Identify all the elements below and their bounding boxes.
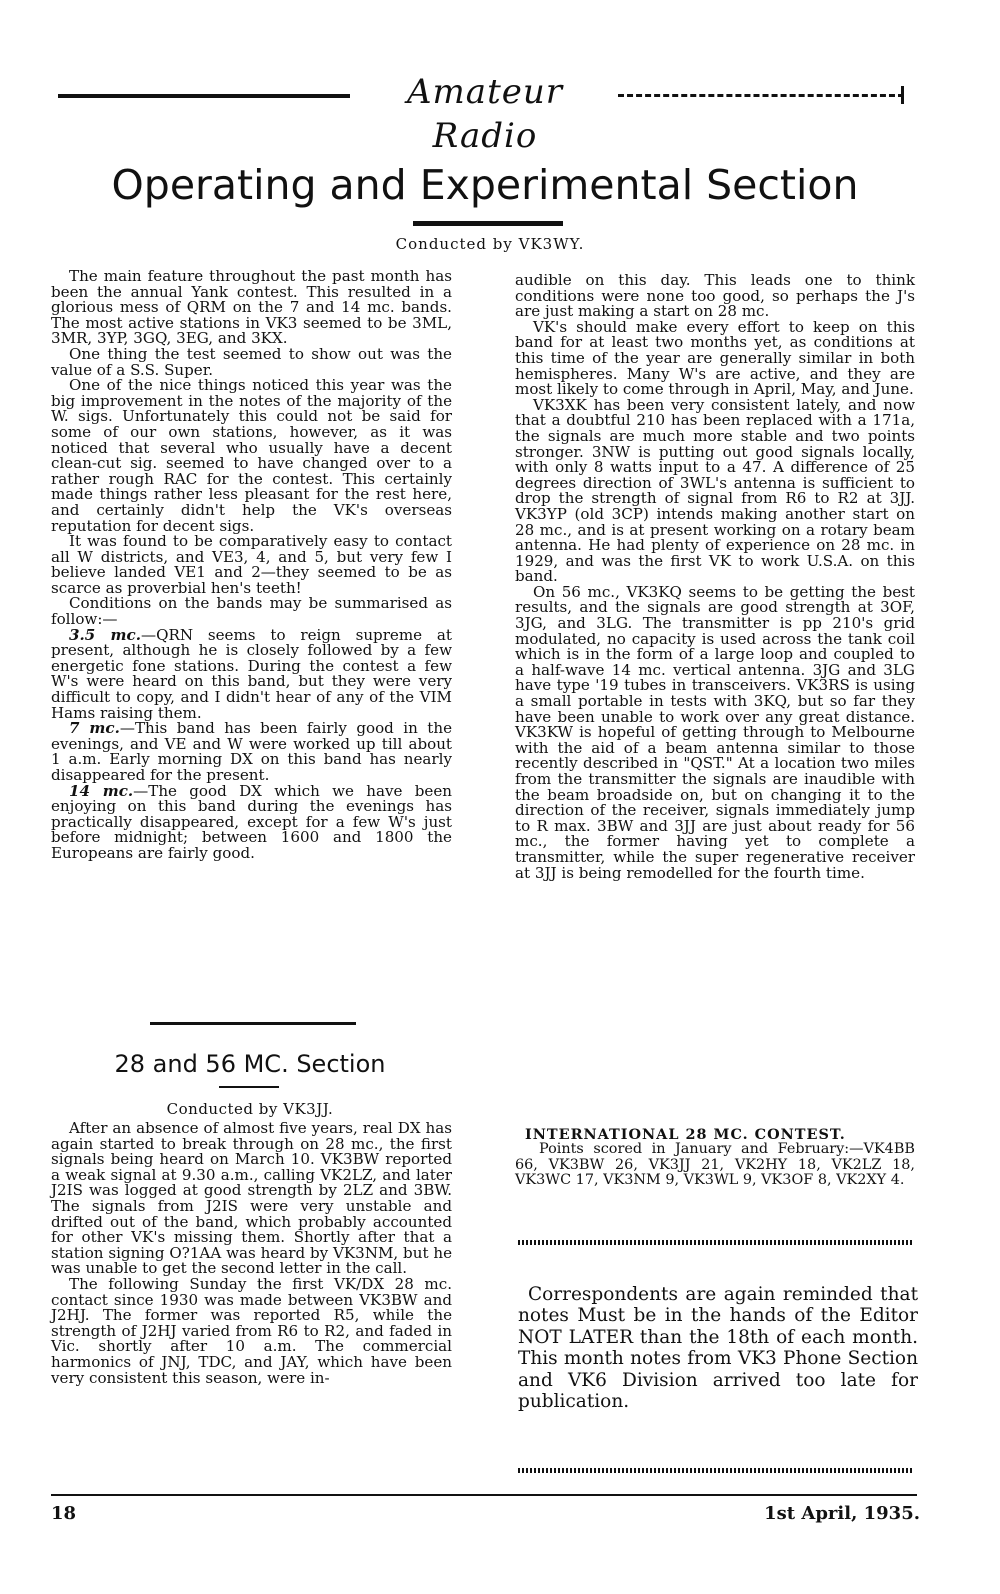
dotted-rule-bottom [518, 1468, 914, 1473]
masthead-rule-left [58, 94, 350, 98]
paragraph-text: —This band has been fairly good in the evenings, and VE and W were worked up till about 1 a.m. Early morning DX on this band has nearly disappeared for the present. [51, 719, 452, 784]
masthead-end-mark [901, 86, 904, 104]
contest-box [515, 1127, 915, 1188]
band-label: 14 mc. [69, 781, 134, 800]
paragraph: audible on this day. This leads one to think conditions were none too good, so perhaps the J's are just making a start on 28 mc. [515, 271, 915, 321]
section-byline: Conducted by VK3WY. [395, 235, 585, 253]
contest-heading: INTERNATIONAL 28 MC. CONTEST. [525, 1126, 846, 1143]
paragraph: It was found to be comparatively easy to contact all W districts, and VE3, 4, and 5, but very few I believe landed VE1 and 2—they seemed to be as scarce as proverbial hen's teeth! [51, 532, 452, 597]
paragraph: The following Sunday the first VK/DX 28 mc. contact since 1930 was made between VK3BW and J2HJ. The former was reported R5, while the strength of J2HJ varied from R6 to R2, and faded in Vic. shortly after 10 a.m. The commercial harmonics of JNJ, TDC, and JAY, which have been very consistent this season, were in- [51, 1274, 452, 1387]
paragraph-band-7 [51, 721, 452, 783]
paragraph: One thing the test seemed to show out was the value of a S.S. Super. [51, 344, 452, 379]
paragraph-band-3-5 [51, 625, 453, 722]
paragraph-band-14 [51, 781, 452, 862]
band-label: 7 mc. [69, 719, 120, 738]
paragraph-text: —QRN seems to reign supreme at present, although he is closely followed by a few energetic fone stations. During the contest a few W's were heard on this band, but they were very difficult to copy, and I didn't hear of any of the VIM Hams raising them. [51, 625, 453, 722]
subsection-title-rule [219, 1086, 279, 1088]
paragraph-text: —The good DX which we have been enjoying on this band during the evenings has practically disappeared, except for a few W's just before midnight; between 1600 and 1800 the Europeans are fairly good. [51, 781, 452, 862]
band-label: 3.5 mc. [69, 625, 141, 644]
issue-date: 1st April, 1935. [764, 1503, 920, 1524]
notice-text: Correspondents are again reminded that notes Must be in the hands of the Editor NOT LATER than the 18th of each month. This month notes from VK3 Phone Section and VK6 Division arrived too late for publication. [518, 1284, 918, 1413]
paragraph: The main feature throughout the past month has been the annual Yank contest. This resulted in a glorious mess of QRM on the 7 and 14 mc. bands. The most active stations in VK3 seemed to be 3ML, 3MR, 3YP, 3GQ, 3EG, and 3KX. [51, 267, 452, 348]
notice-box [518, 1284, 918, 1412]
masthead-rule-right [618, 94, 904, 100]
right-column [515, 273, 915, 881]
left-column [51, 269, 452, 862]
paragraph: After an absence of almost five years, real DX has again started to break through on 28 mc., the first signals being heard on March 10. VK3BW reported a weak signal at 9.30 a.m., calling VK2LZ, and later J2IS was logged at good strength by 2LZ and 3BW. The signals from J2IS were very unstable and drifted out of the band, which probably accounted for other VK's missing them. Shortly after that a station signing O?1AA was heard by VK3NM, but he was unable to get the second letter in the call. [51, 1119, 452, 1278]
dotted-rule-top [518, 1240, 914, 1245]
section-title: Operating and Experimental Section [111, 161, 859, 209]
section-divider [150, 1022, 356, 1025]
paragraph: On 56 mc., VK3KQ seems to be getting the best results, and the signals are good strength at 3OF, 3JG, and 3LG. The transmitter is pp 210's grid modulated, no capacity is used across the tank coil which is in the form of a large loop and coupled to a half-wave 14 mc. vertical antenna. 3JG and 3LG have type '19 tubes in transceivers. VK3RS is using a small portable in tests with 3KQ, but so far they have been unable to work over any great distance. VK3KW is hopeful of getting through to Melbourne with the aid of a beam antenna similar to those recently described in "QST." At a location two miles from the transmitter the signals are inaudible with the beam broadside on, but on changing it to the direction of the receiver, signals immediately jump to R max. 3BW and 3JJ are just about ready for 56 mc., the former having yet to complete a transmitter, while the super regenerative receiver at 3JJ is being remodelled for the fourth time. [515, 582, 915, 882]
subsection-title: 28 and 56 MC. Section [114, 1050, 386, 1078]
paragraph: One of the nice things noticed this year was the big improvement in the notes of the majority of the W. sigs. Unfortunately this could not be said for some of our own stations, however, as it was noticed that several who usually have a decent clean-cut sig. seemed to have changed over to a rather rough RAC for the contest. This certainly made things rather less pleasant for the rest here, and certainly didn't help the VK's overseas reputation for decent sigs. [51, 376, 452, 535]
paragraph: Conditions on the bands may be summarised as follow:— [51, 594, 452, 629]
paragraph: VK3XK has been very consistent lately, and now that a doubtful 210 has been replaced with a 171a, the signals are much more stable and two points stronger. 3NW is putting out good signals locally, with only 8 watts input to a 47. A difference of 25 degrees direction of 3WL's antenna is sufficient to drop the strength of signal from R6 to R2 at 3JJ. VK3YP (old 3CP) intends making another start on 28 mc., and is at present working on a rotary beam antenna. He had plenty of experience on 28 mc. in 1929, and was the first VK to work U.S.A. on this band. [515, 395, 915, 586]
left-column-subsection [51, 1121, 452, 1386]
subsection-byline: Conducted by VK3JJ. [166, 1100, 334, 1118]
footer-rule [51, 1494, 917, 1496]
page-number: 18 [51, 1503, 77, 1524]
paragraph: VK's should make every effort to keep on this band for at least two months yet, as conditions at this time of the year are generally similar in both hemispheres. Many W's are active, and they are most likely to come through in April, May, and June. [515, 317, 915, 399]
masthead-title: Amateur Radio [407, 72, 563, 156]
section-title-rule [413, 221, 563, 226]
masthead [58, 70, 904, 156]
contest-scores: Points scored in January and February:—VK4BB 66, VK3BW 26, VK3JJ 21, VK2HY 18, VK2LZ 18, VK3WC 17, VK3NM 9, VK3WL 9, VK3OF 8, VK2XY 4. [515, 1141, 915, 1188]
